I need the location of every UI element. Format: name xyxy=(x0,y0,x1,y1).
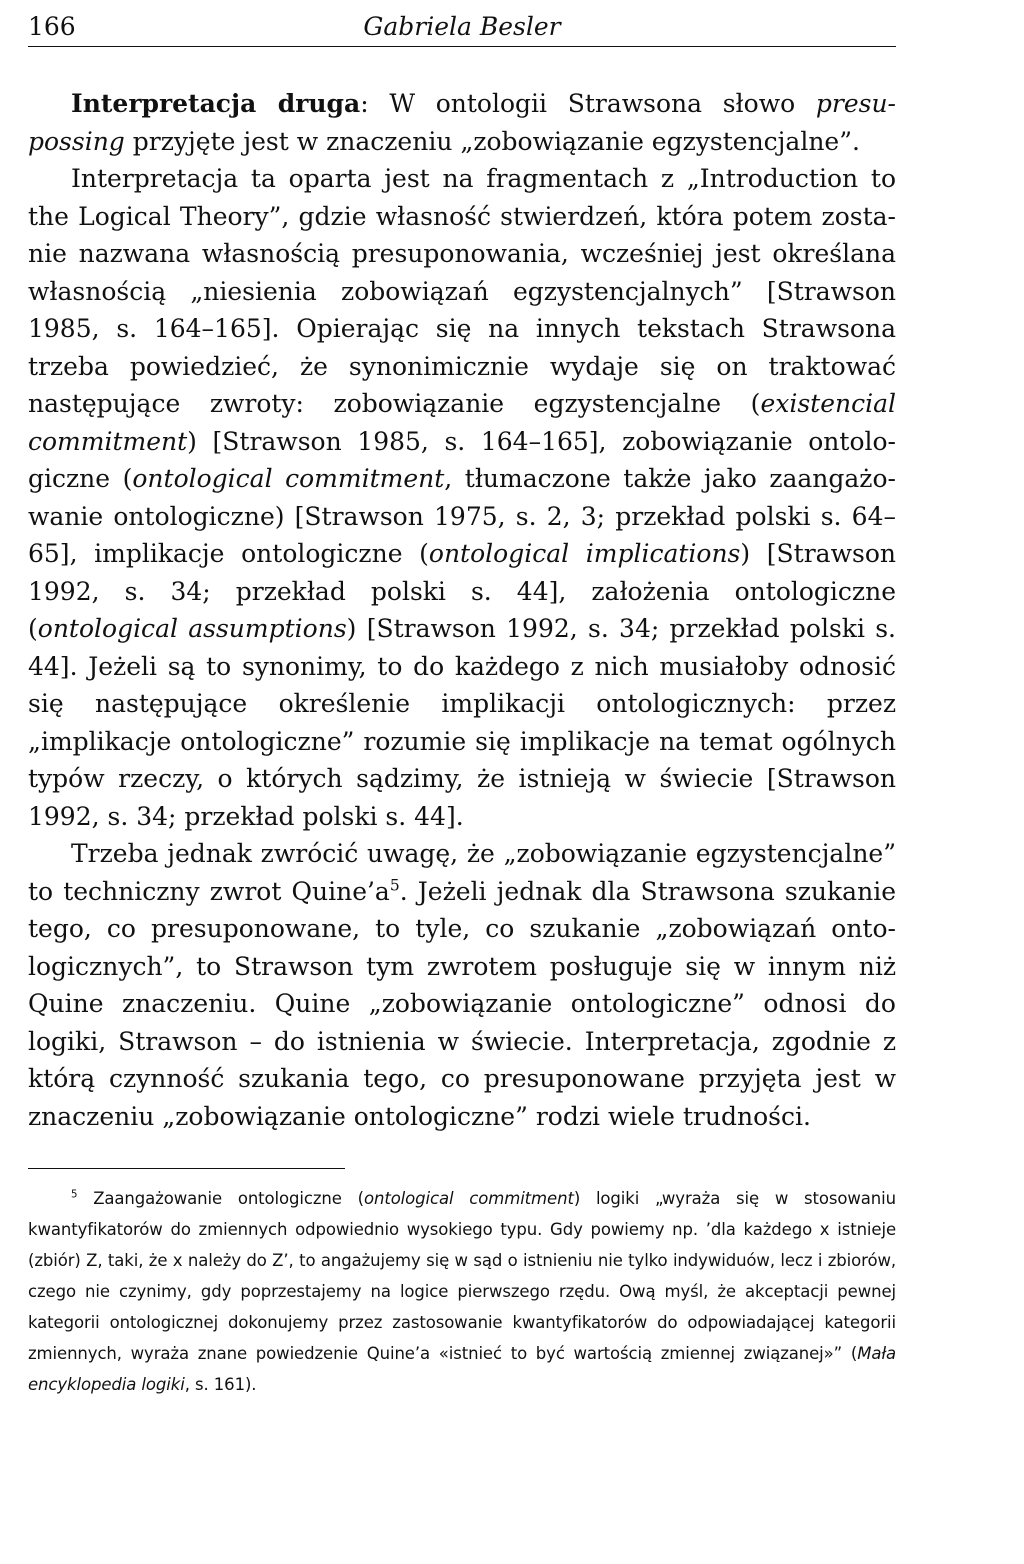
footnote-marker: 5 xyxy=(71,1189,78,1201)
italic-term: existencial commitment xyxy=(28,389,896,456)
text-run: Interpretacja ta oparta jest na fragmentach z „Introduction to the Logical Theory”, gdzie własność stwierdzeń, która potem zostanie nazwana własnością presuponowania, wcześniej jest określana własnością „niesienia zobowiązań egzystencjalnych” [Strawson 1985, s. 164–165]. Opierając się na innych tekstach Strawsona trzeba powiedzieć, że synonimicznie wydaje się on traktować następujące zwroty: zobowiązanie egzystencjalne ( xyxy=(28,164,896,418)
footnote-5 xyxy=(28,1183,896,1400)
text-run: ) [Strawson 1992, s. 34; przekład polski s. 44]. Jeżeli są to synonimy, to do każdego z nich musiałoby odnosić się następujące określenie implikacji ontologicznych: przez „implikacje ontologiczne” rozumie się implikacje na temat ogólnych typów rzeczy, o których sądzimy, że istnieją w świecie [Strawson 1992, s. 34; przekład polski s. 44]. xyxy=(28,614,897,831)
italic-term: ontological commitment xyxy=(363,1189,574,1208)
running-header xyxy=(28,8,896,47)
page-number: 166 xyxy=(28,12,76,41)
paragraph-interpretation-two xyxy=(28,85,896,160)
italic-term: ontological assumptions xyxy=(37,614,347,643)
text-run: : W ontologii Strawsona słowo xyxy=(360,89,816,118)
text-run: ) [Strawson 1985, s. 164–165], zobowiązanie ontologiczne ( xyxy=(28,426,896,493)
text-run: Trzeba jednak zwrócić uwagę, że „zobowiązanie egzystencjalne” to techniczny zwrot Quine’a xyxy=(28,839,896,906)
footnote-reference: 5 xyxy=(389,876,400,895)
paragraph-lead: Interpretacja druga xyxy=(71,89,361,118)
text-run: ) logiki „wyraża się w stosowaniu kwantyfikatorów do zmiennych odpowiednio wysokiego typu. Gdy powiemy np. ’dla każdego x istnieje (zbiór) Z, taki, że x należy do Z’, to angażujemy się w sąd o istnieniu nie tylko indywiduów, lecz i zbiorów, czego nie czynimy, gdy poprzestajemy na logice pierwszego rzędu. Ową myśl, że akceptacji pewnej kategorii ontologicznej dokonujemy przez zastosowanie kwantyfikatorów do odpowiadającej kategorii zmiennych, wyraża znane powiedzenie Quine’a «istnieć to być wartością zmiennej związanej»” ( xyxy=(28,1189,897,1363)
italic-term: ontological commitment xyxy=(132,464,445,493)
running-head-author: Gabriela Besler xyxy=(363,12,561,41)
italic-term: presupossing xyxy=(28,89,896,156)
italic-term: ontological implications xyxy=(428,539,741,568)
text-run: , tłumaczone także jako zaangażowanie ontologiczne) [Strawson 1975, s. 2, 3; przekład polski s. 64–65], implikacje ontologiczne ( xyxy=(28,464,896,568)
main-text xyxy=(28,85,896,1135)
text-run: ) [Strawson 1992, s. 34; przekład polski s. 44], założenia ontologiczne ( xyxy=(28,539,896,643)
text-run: , s. 161). xyxy=(184,1375,257,1394)
text-run: Zaangażowanie ontologiczne ( xyxy=(77,1189,364,1208)
text-run: . Jeżeli jednak dla Strawsona szukanie tego, co presuponowane, to tyle, co szukanie „zobowiązań ontologicznych”, to Strawson tym zwrotem posługuje się w innym niż Quine znaczeniu. Quine „zobowiązanie ontologiczne” odnosi do logiki, Strawson – do istnienia w świecie. Interpretacja, zgodnie z którą czynność szukania tego, co presuponowane przyjęta jest w znaczeniu „zobowiązanie ontologiczne” rodzi wiele trudności. xyxy=(28,876,896,1131)
text-run: przyjęte jest w znaczeniu „zobowiązanie egzystencjalne”. xyxy=(124,126,860,156)
paragraph-interpretation-basis xyxy=(28,160,896,835)
italic-term: Mała encyklopedia logiki xyxy=(28,1344,896,1394)
paragraph-quine-remark xyxy=(28,835,896,1135)
footnote-separator xyxy=(28,1168,345,1169)
